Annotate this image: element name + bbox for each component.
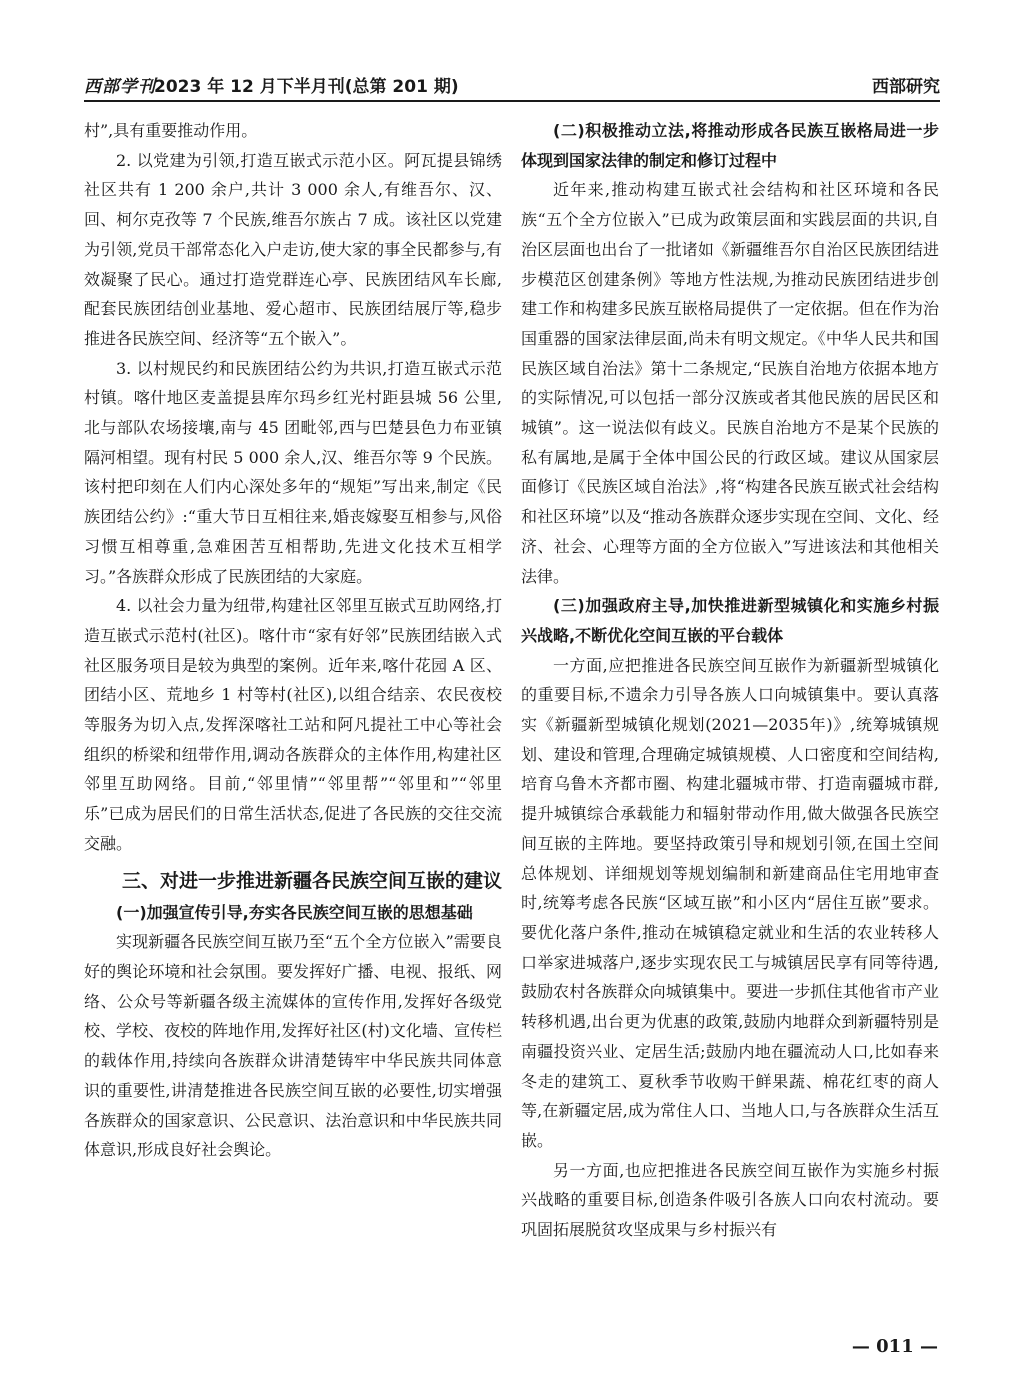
paragraph-rural: 另一方面,也应把推进各民族空间互嵌作为实施乡村振兴战略的重要目标,创造条件吸引各族人口向农村流动。要巩固拓展脱贫攻坚成果与乡村振兴有 — [521, 1160, 939, 1240]
section-name: 西部研究 — [872, 77, 940, 97]
paragraph-item-3: 3. 以村规民约和民族团结公约为共识,打造互嵌式示范村镇。喀什地区麦盖提县库尔玛乡红光村距县城 56 公里,北与部队农场接壤,南与 45 团毗邻,西与巴楚县色力布亚镇隔河相望。现有村民 5 000 余人,汉、维吾尔等 9 个民族。该村把印刻在人们内心深处多年的“规矩”写出来,制定《民族团结公约》:“重大节日互相往来,婚丧嫁娶互相参与,风俗习惯互相尊重,急难困苦互相帮助,先进文化技术互相学习。”各族群众形成了民族团结的大家庭。 — [84, 358, 502, 586]
subheading-3: (三)加强政府主导,加快推进新型城镇化和实施乡村振兴战略,不断优化空间互嵌的平台载体 — [521, 596, 939, 645]
paragraph-item-2: 2. 以党建为引领,打造互嵌式示范小区。阿瓦提县锦绣社区共有 1 200 余户,共计 3 000 余人,有维吾尔、汉、回、柯尔克孜等 7 个民族,维吾尔族占 7 成。该社区以党建为引领,党员干部常态化入户走访,使大家的事全民都参与,有效凝聚了民心。通过打造党群连心亭、民族团结风车长廊,配套民族团结创业基地、爱心超市、民族团结展厅等,稳步推进各民族空间、经济等“五个嵌入”。 — [84, 150, 502, 348]
subheading-2: (二)积极推动立法,将推动形成各民族互嵌格局进一步体现到国家法律的制定和修订过程中 — [521, 121, 939, 170]
right-column — [521, 116, 939, 1245]
page-number: — 011 — — [851, 1336, 938, 1357]
journal-logo: 西部学刊 — [84, 77, 156, 97]
paragraph-urbanization: 一方面,应把推进各民族空间互嵌作为新疆新型城镇化的重要目标,不遗余力引导各族人口向城镇集中。要认真落实《新疆新型城镇化规划(2021—2035年)》,统筹城镇规划、建设和管理,合理确定城镇规模、人口密度和空间结构,培育乌鲁木齐都市圈、构建北疆城市带、打造南疆城市群,提升城镇综合承载能力和辐射带动作用,做大做强各民族空间互嵌的主阵地。要坚持政策引导和规划引领,在国土空间总体规划、详细规划等规划编制和新建商品住宅用地审查时,统筹考虑各民族“区域互嵌”和小区内“居住互嵌”要求。要优化落户条件,推动在城镇稳定就业和生活的农业转移人口举家进城落户,逐步实现农民工与城镇居民享有同等待遇,鼓励农村各族群众向城镇集中。要进一步抓住其他省市产业转移机遇,出台更为优惠的政策,鼓励内地群众到新疆特别是南疆投资兴业、定居生活;鼓励内地在疆流动人口,比如春来冬走的建筑工、夏秋季节收购干鲜果蔬、棉花红枣的商人等,在新疆定居,成为常住人口、当地人口,与各族群众生活互嵌。 — [521, 655, 939, 1150]
section-heading-3: 三、对进一步推进新疆各民族空间互嵌的建议 — [122, 869, 503, 892]
paragraph-publicity: 实现新疆各民族空间互嵌乃至“五个全方位嵌入”需要良好的舆论环境和社会氛围。要发挥好广播、电视、报纸、网络、公众号等新疆各级主流媒体的宣传作用,发挥好各级党校、学校、夜校的阵地作用,发挥好社区(村)文化墙、宣传栏的载体作用,持续向各族群众讲清楚铸牢中华民族共同体意识的重要性,讲清楚推进各民族空间互嵌的必要性,切实增强各族群众的国家意识、公民意识、法治意识和中华民族共同体意识,形成良好社会舆论。 — [84, 932, 502, 1160]
subheading-1: (一)加强宣传引导,夯实各民族空间互嵌的思想基础 — [116, 902, 473, 922]
page-header — [84, 66, 940, 102]
issue-info: 2023 年 12 月下半月刊(总第 201 期) — [154, 77, 459, 97]
left-column — [84, 116, 502, 1165]
paragraph-legislation: 近年来,推动构建互嵌式社会结构和社区环境和各民族“五个全方位嵌入”已成为政策层面和实践层面的共识,自治区层面也出台了一批诸如《新疆维吾尔自治区民族团结进步模范区创建条例》等地方性法规,为推动民族团结进步创建工作和构建多民族互嵌格局提供了一定依据。但在作为治国重器的国家法律层面,尚未有明文规定。《中华人民共和国民族区域自治法》第十二条规定,“民族自治地方依据本地方的实际情况,可以包括一部分汉族或者其他民族的居民区和城镇”。这一说法似有歧义。民族自治地方不是某个民族的私有属地,是属于全体中国公民的行政区域。建议从国家层面修订《民族区域自治法》,将“构建各民族互嵌式社会结构和社区环境”以及“推动各族群众逐步实现在空间、文化、经济、社会、心理等方面的全方位嵌入”写进该法和其他相关法律。 — [521, 180, 939, 586]
paragraph-item-4: 4. 以社会力量为纽带,构建社区邻里互嵌式互助网络,打造互嵌式示范村(社区)。喀什市“家有好邻”民族团结嵌入式社区服务项目是较为典型的案例。近年来,喀什花园 A 区、团结小区、荒地乡 1 村等村(社区),以组合结亲、农民夜校等服务为切入点,发挥深喀社工站和阿凡提社工中心等社会组织的桥梁和纽带作用,调动各族群众的主体作用,构建社区邻里互助网络。目前,“邻里情”“邻里帮”“邻里和”“邻里乐”已成为居民们的日常生活状态,促进了各民族的交往交流交融。 — [84, 596, 502, 853]
paragraph-continuation: 村”,具有重要推动作用。 — [84, 121, 258, 140]
